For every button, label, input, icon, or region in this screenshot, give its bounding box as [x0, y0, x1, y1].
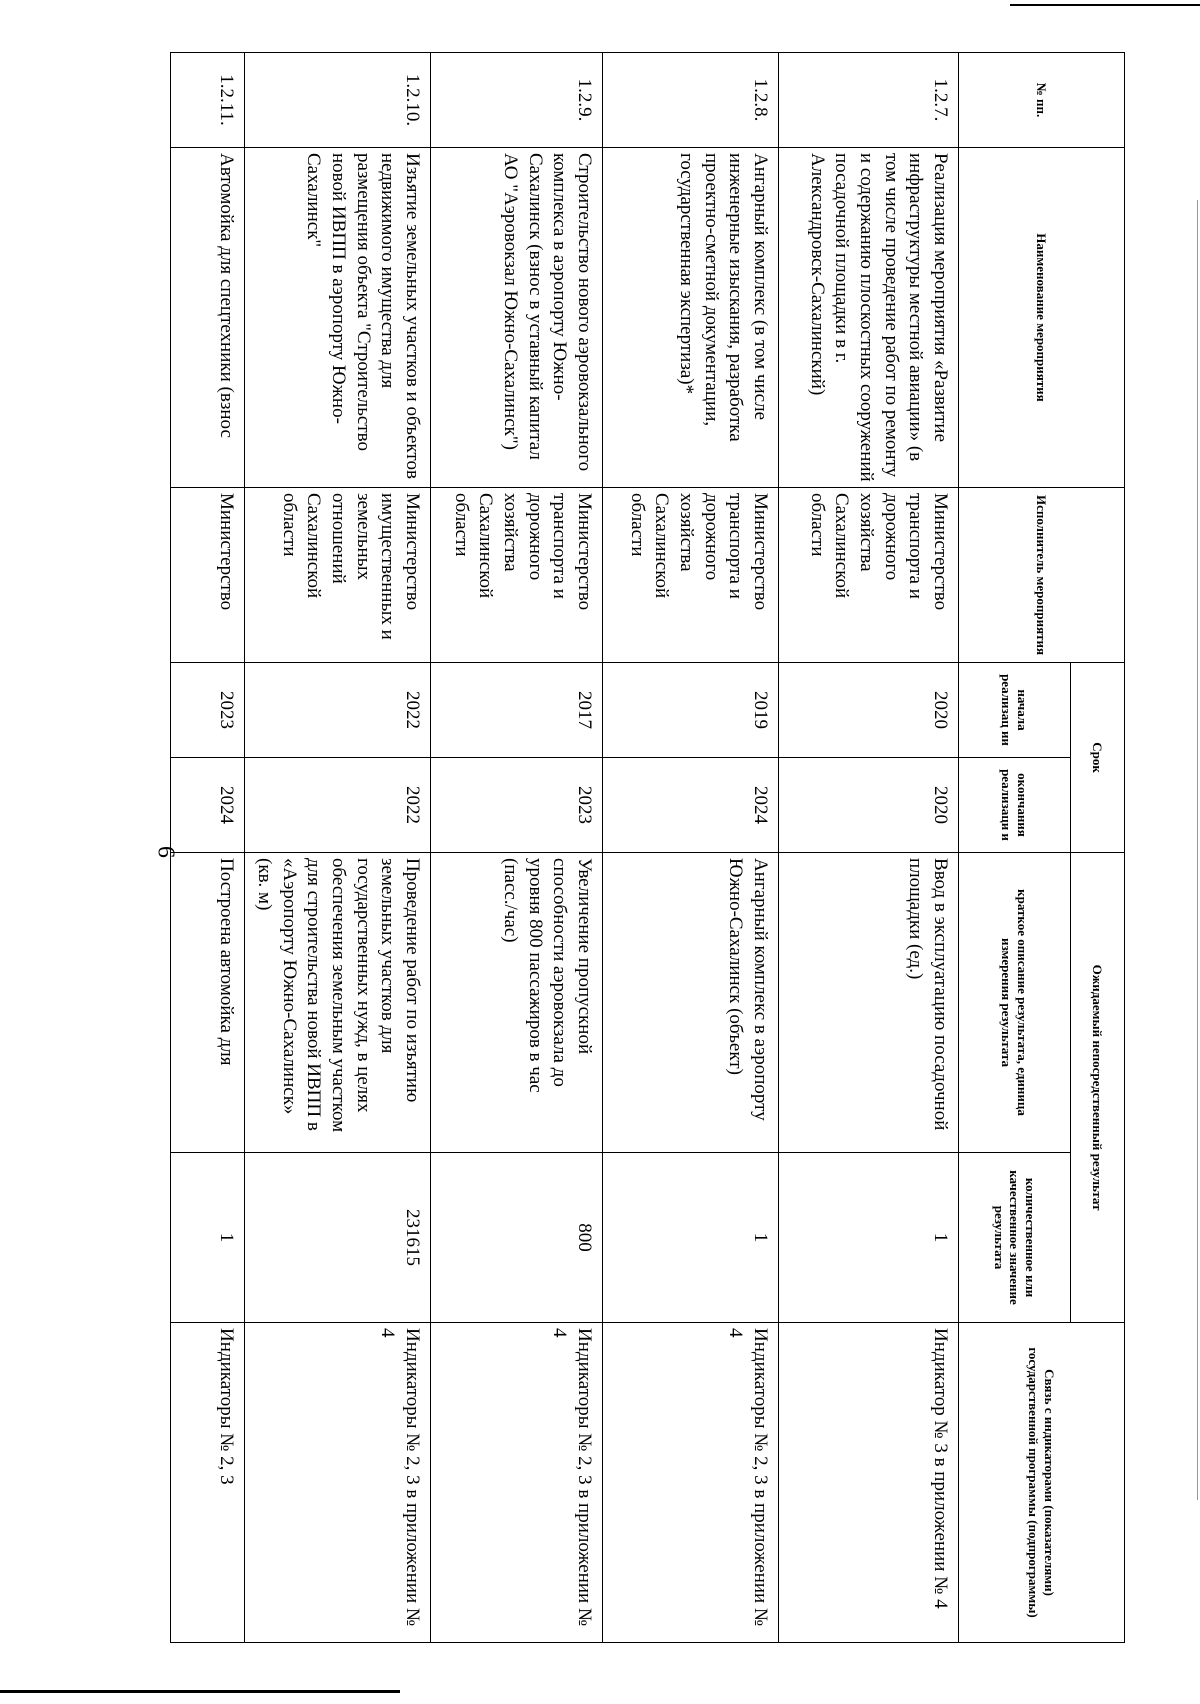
row-num: 1.2.10. [245, 53, 431, 148]
page-number: 9 [154, 846, 181, 858]
row-num: 1.2.7. [779, 53, 959, 148]
row-value: 1 [779, 1153, 959, 1323]
row-desc: Построена автомойка для [171, 853, 245, 1153]
header-result-value: количественное или качественное значение результата [959, 1153, 1071, 1323]
row-executor: Министерство [171, 488, 245, 663]
row-end: 2024 [171, 758, 245, 853]
header-result-desc: краткое описание результата, единица измерения результата [959, 853, 1071, 1153]
row-value: 231615 [245, 1153, 431, 1323]
row-value: 1 [171, 1153, 245, 1323]
row-start: 2019 [603, 663, 779, 758]
row-desc: Ангарный комплекс в аэропорту Южно-Сахалинск (объект) [603, 853, 779, 1153]
row-desc: Увеличение пропускной способности аэровокзала до уровня 800 пассажиров в час (пасс./час) [431, 853, 603, 1153]
row-name: Строительство нового аэровокзального комплекса в аэропорту Южно-Сахалинск (взнос в уставный капитал АО "Аэровокзал Южно-Сахалинск") [431, 148, 603, 488]
row-executor: Министерство имущественных и земельных отношений Сахалинской области [245, 488, 431, 663]
header-term-start: начала реализац ии [959, 663, 1071, 758]
row-link: Индикаторы № 2, 3 в приложении № 4 [603, 1323, 779, 1643]
table-row [603, 53, 779, 1643]
row-num: 1.2.9. [431, 53, 603, 148]
row-value: 1 [603, 1153, 779, 1323]
row-executor: Министерство транспорта и дорожного хозяйства Сахалинской области [431, 488, 603, 663]
row-num: 1.2.8. [603, 53, 779, 148]
table-row [171, 53, 245, 1643]
header-term-end: окончания реализаци и [959, 758, 1071, 853]
row-link: Индикатор № 3 в приложении № 4 [779, 1323, 959, 1643]
measures-table [170, 52, 1125, 1643]
scan-artifact-line [0, 1690, 400, 1693]
header-link: Связь с индикаторами (показателями) государственной программы (подпрограммы) [959, 1323, 1125, 1643]
row-start: 2023 [171, 663, 245, 758]
table-row [245, 53, 431, 1643]
scan-artifact-line [1010, 4, 1200, 6]
row-end: 2023 [431, 758, 603, 853]
row-start: 2020 [779, 663, 959, 758]
row-start: 2022 [245, 663, 431, 758]
row-name: Изъятие земельных участков и объектов недвижимого имущества для размещения объекта "Строительство новой ИВПП в аэропорту Южно-Сахалинск" [245, 148, 431, 488]
row-end: 2020 [779, 758, 959, 853]
row-link: Индикаторы № 2, 3 [171, 1323, 245, 1643]
row-name: Ангарный комплекс (в том числе инженерные изыскания, разработка проектно-сметной документации, государственная экспертиза)* [603, 148, 779, 488]
row-link: Индикаторы № 2, 3 в приложении № 4 [431, 1323, 603, 1643]
row-end: 2024 [603, 758, 779, 853]
row-name: Реализация мероприятия «Развитие инфраструктуры местной авиации» (в том числе проведение работ по ремонту и содержанию плоскостных сооружений посадочной площадки в г. Александровск-Сахалинский) [779, 148, 959, 488]
header-name: Наименование мероприятия [959, 148, 1125, 488]
row-desc: Ввод в эксплуатацию посадочной площадки (ед.) [779, 853, 959, 1153]
header-executor: Исполнитель мероприятия [959, 488, 1125, 663]
row-executor: Министерство транспорта и дорожного хозяйства Сахалинской области [779, 488, 959, 663]
row-value: 800 [431, 1153, 603, 1323]
row-num: 1.2.11. [171, 53, 245, 148]
scan-artifact-line [1197, 200, 1198, 1500]
table-row [431, 53, 603, 1643]
row-name: Автомойка для спецтехники (взнос [171, 148, 245, 488]
header-result: Ожидаемый непосредственный результат [1071, 853, 1125, 1323]
row-executor: Министерство транспорта и дорожного хозяйства Сахалинской области [603, 488, 779, 663]
row-start: 2017 [431, 663, 603, 758]
row-desc: Проведение работ по изъятию земельных участков для государственных нужд, в целях обеспечения земельным участком для строительства новой ИВПП в «Аэропорту Южно-Сахалинск» (кв. м) [245, 853, 431, 1153]
row-end: 2022 [245, 758, 431, 853]
rotated-table-wrapper [185, 52, 1125, 1642]
row-link: Индикаторы № 2, 3 в приложении № 4 [245, 1323, 431, 1643]
header-term: Срок [1071, 663, 1125, 853]
header-num: № пп. [959, 53, 1125, 148]
table-row [779, 53, 959, 1643]
